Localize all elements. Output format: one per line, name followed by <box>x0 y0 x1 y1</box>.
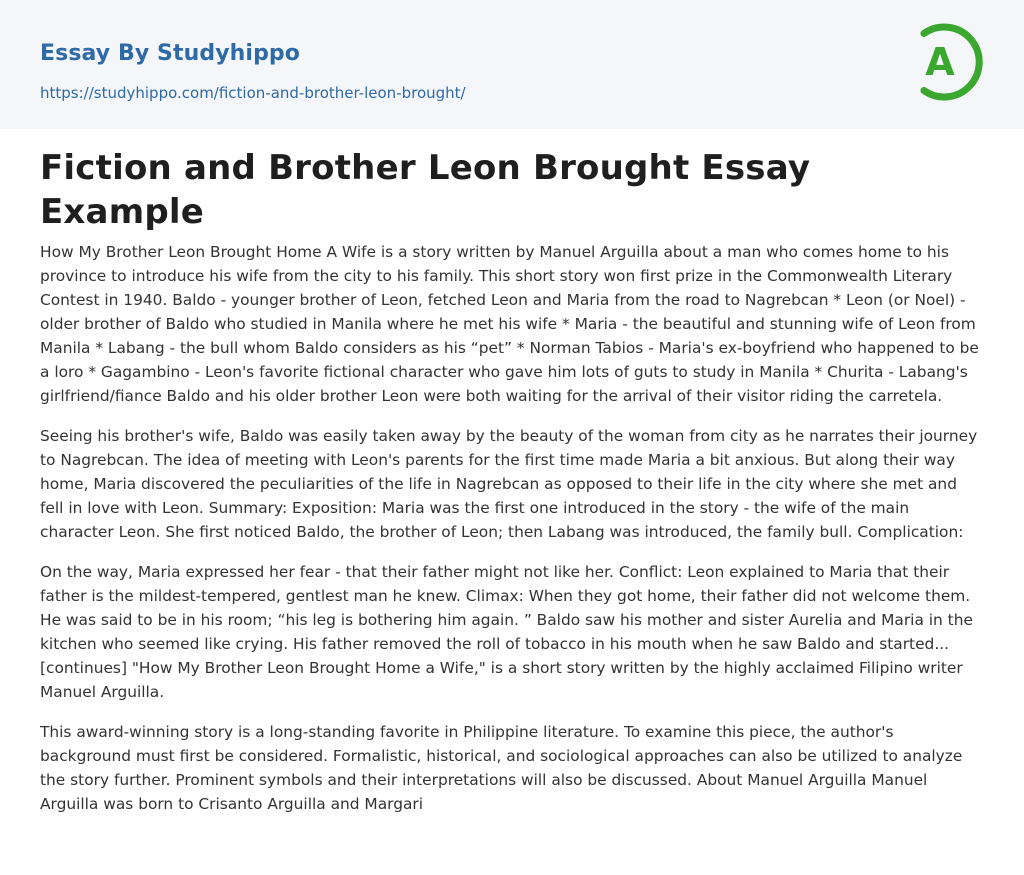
source-url-link[interactable]: https://studyhippo.com/fiction-and-brother-leon-brought/ <box>40 84 466 102</box>
page-title: Fiction and Brother Leon Brought Essay Example <box>40 148 811 232</box>
article-paragraph: This award-winning story is a long-standing favorite in Philippine literature. To examine this piece, the author's background must first be considered. Formalistic, historical, and sociological approaches can also be utilized to analyze the story further. Prominent symbols and their interpretations will also be discussed. About Manuel Arguilla Manuel Arguilla was born to Crisanto Arguilla and Margari <box>40 723 963 813</box>
article-paragraph: How My Brother Leon Brought Home A Wife is a story written by Manuel Arguilla about a man who comes home to his province to introduce his wife from the city to his family. This short story won first prize in the Commonwealth Literary Contest in 1940. Baldo - younger brother of Leon, fetched Leon and Maria from the road to Nagrebcan * Leon (or Noel) - older brother of Baldo who studied in Manila where he met his wife * Maria - the beautiful and stunning wife of Leon from Manila * Labang - the bull whom Baldo considers as his “pet” * Norman Tabios - Maria's ex-boyfriend who happened to be a loro * Gagambino - Leon's favorite fictional character who gave him lots of guts to study in Manila * Churita - Labang's girlfriend/fiance Baldo and his older brother Leon were both waiting for the arrival of their visitor riding the carretela. <box>40 243 979 405</box>
article-paragraph: Seeing his brother's wife, Baldo was easily taken away by the beauty of the woman from city as he narrates their journey to Nagrebcan. The idea of meeting with Leon's parents for the first time made Maria a bit anxious. But along their way home, Maria discovered the peculiarities of the life in Nagrebcan as opposed to their life in the city where she met and fell in love with Leon. Summary: Exposition: Maria was the first one introduced in the story - the wife of the main character Leon. She first noticed Baldo, the brother of Leon; then Labang was introduced, the family bull. Complication: <box>40 427 978 541</box>
logo-letter: A <box>925 40 955 84</box>
article <box>0 129 1024 816</box>
site-title[interactable]: Essay By Studyhippo <box>40 41 300 66</box>
site-header <box>0 0 1024 129</box>
studyhippo-logo-icon[interactable] <box>913 19 987 105</box>
article-paragraph: On the way, Maria expressed her fear - that their father might not like her. Conflict: Leon explained to Maria that their father is the mildest-tempered, gentlest man he knew. Climax: When they got home, their father did not welcome them. He was said to be in his room; “his leg is bothering him again. ” Baldo saw his mother and sister Aurelia and Maria in the kitchen who seemed like crying. His father removed the roll of tobacco in his mouth when he saw Baldo and started... [continues] "How My Brother Leon Brought Home a Wife," is a short story written by the highly acclaimed Filipino writer Manuel Arguilla. <box>40 563 973 701</box>
